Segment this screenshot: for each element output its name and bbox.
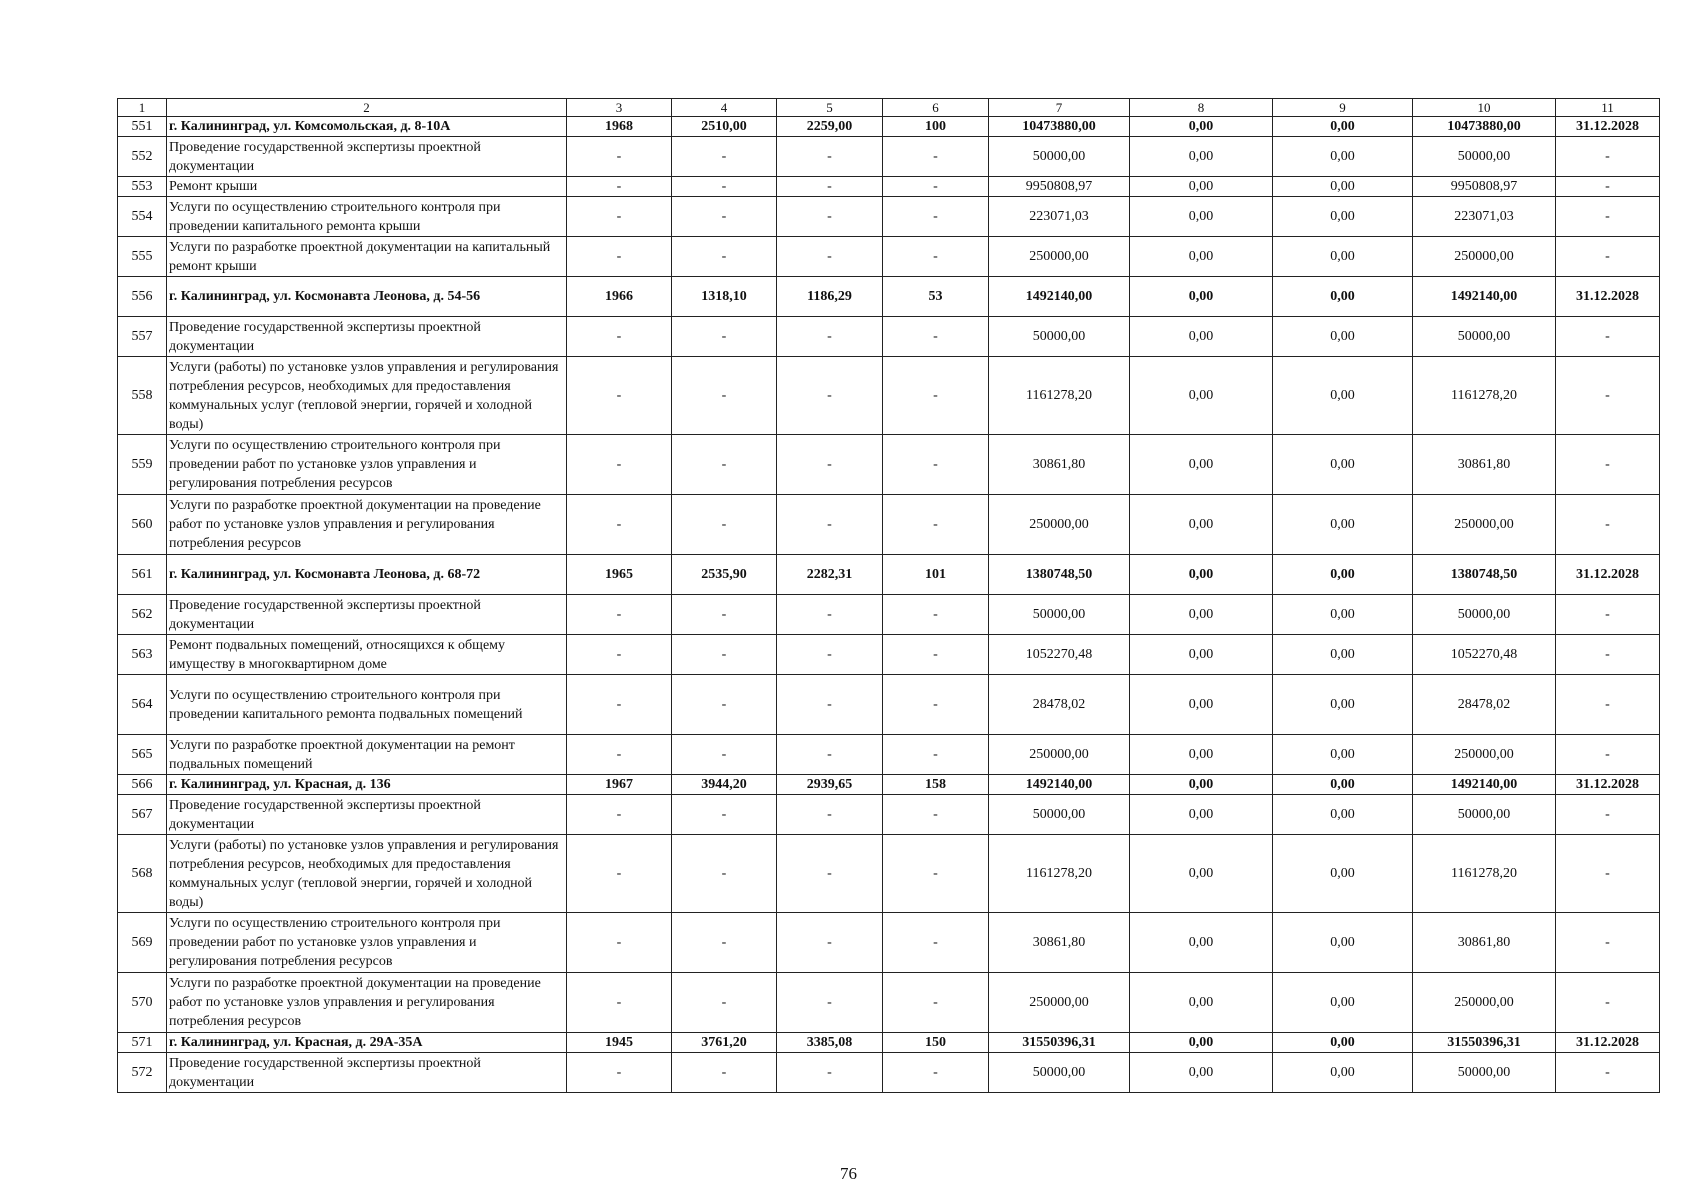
residents-count-cell: -	[883, 913, 989, 973]
budget-cost-cell: 0,00	[1273, 1033, 1413, 1053]
row-number-cell: 563	[118, 635, 167, 675]
total-cost-cell: 1161278,20	[989, 835, 1130, 913]
owner-funds-cost-cell: 1380748,50	[1413, 555, 1556, 595]
residential-area-cell: 3385,08	[777, 1033, 883, 1053]
work-row	[118, 357, 1660, 435]
work-row	[118, 595, 1660, 635]
total-area-cell: -	[672, 635, 777, 675]
residents-count-cell: -	[883, 595, 989, 635]
row-number-cell: 553	[118, 177, 167, 197]
object-name-cell: Услуги по разработке проектной документации на капитальный ремонт крыши	[167, 237, 567, 277]
object-name-cell: Ремонт подвальных помещений, относящихся к общему имуществу в многоквартирном доме	[167, 635, 567, 675]
object-name-cell: Услуги (работы) по установке узлов управления и регулирования потребления ресурсов, необходимых для предоставления коммунальных услуг (тепловой энергии, горячей и холодной воды)	[167, 835, 567, 913]
total-cost-cell: 1492140,00	[989, 277, 1130, 317]
year-built-cell: -	[567, 357, 672, 435]
row-number-cell: 572	[118, 1053, 167, 1093]
residential-area-cell: -	[777, 197, 883, 237]
column-number: 7	[989, 99, 1130, 117]
object-name-cell: Проведение государственной экспертизы проектной документации	[167, 1053, 567, 1093]
budget-cost-cell: 0,00	[1273, 775, 1413, 795]
fund-cost-cell: 0,00	[1130, 775, 1273, 795]
budget-cost-cell: 0,00	[1273, 973, 1413, 1033]
total-cost-cell: 223071,03	[989, 197, 1130, 237]
owner-funds-cost-cell: 31550396,31	[1413, 1033, 1556, 1053]
residents-count-cell: -	[883, 357, 989, 435]
year-built-cell: -	[567, 595, 672, 635]
total-cost-cell: 50000,00	[989, 1053, 1130, 1093]
residents-count-cell: 101	[883, 555, 989, 595]
total-cost-cell: 50000,00	[989, 317, 1130, 357]
row-number-cell: 566	[118, 775, 167, 795]
fund-cost-cell: 0,00	[1130, 835, 1273, 913]
total-cost-cell: 250000,00	[989, 973, 1130, 1033]
owner-funds-cost-cell: 30861,80	[1413, 913, 1556, 973]
fund-cost-cell: 0,00	[1130, 913, 1273, 973]
residents-count-cell: 53	[883, 277, 989, 317]
residential-area-cell: -	[777, 795, 883, 835]
owner-funds-cost-cell: 30861,80	[1413, 435, 1556, 495]
residential-area-cell: -	[777, 635, 883, 675]
fund-cost-cell: 0,00	[1130, 137, 1273, 177]
residential-area-cell: -	[777, 357, 883, 435]
total-area-cell: -	[672, 675, 777, 735]
object-name-cell: Услуги по осуществлению строительного контроля при проведении работ по установке узлов управления и регулирования потребления ресурсов	[167, 435, 567, 495]
fund-cost-cell: 0,00	[1130, 973, 1273, 1033]
row-number-cell: 571	[118, 1033, 167, 1053]
fund-cost-cell: 0,00	[1130, 1053, 1273, 1093]
completion-date-cell: -	[1556, 237, 1660, 277]
total-cost-cell: 30861,80	[989, 435, 1130, 495]
year-built-cell: 1966	[567, 277, 672, 317]
budget-cost-cell: 0,00	[1273, 177, 1413, 197]
work-row	[118, 237, 1660, 277]
total-cost-cell: 1161278,20	[989, 357, 1130, 435]
object-name-cell: г. Калининград, ул. Красная, д. 29А-35А	[167, 1033, 567, 1053]
budget-cost-cell: 0,00	[1273, 1053, 1413, 1093]
residential-area-cell: 2259,00	[777, 117, 883, 137]
owner-funds-cost-cell: 9950808,97	[1413, 177, 1556, 197]
total-area-cell: 1318,10	[672, 277, 777, 317]
total-area-cell: -	[672, 357, 777, 435]
row-number-cell: 551	[118, 117, 167, 137]
year-built-cell: -	[567, 435, 672, 495]
residential-area-cell: -	[777, 913, 883, 973]
owner-funds-cost-cell: 28478,02	[1413, 675, 1556, 735]
budget-cost-cell: 0,00	[1273, 913, 1413, 973]
budget-cost-cell: 0,00	[1273, 555, 1413, 595]
work-row	[118, 317, 1660, 357]
residential-area-cell: -	[777, 495, 883, 555]
object-name-cell: Услуги (работы) по установке узлов управления и регулирования потребления ресурсов, необходимых для предоставления коммунальных услуг (тепловой энергии, горячей и холодной воды)	[167, 357, 567, 435]
year-built-cell: -	[567, 1053, 672, 1093]
fund-cost-cell: 0,00	[1130, 357, 1273, 435]
row-number-cell: 555	[118, 237, 167, 277]
row-number-cell: 558	[118, 357, 167, 435]
completion-date-cell: -	[1556, 795, 1660, 835]
owner-funds-cost-cell: 10473880,00	[1413, 117, 1556, 137]
fund-cost-cell: 0,00	[1130, 277, 1273, 317]
budget-cost-cell: 0,00	[1273, 795, 1413, 835]
completion-date-cell: -	[1556, 913, 1660, 973]
fund-cost-cell: 0,00	[1130, 555, 1273, 595]
total-cost-cell: 250000,00	[989, 237, 1130, 277]
total-cost-cell: 31550396,31	[989, 1033, 1130, 1053]
object-name-cell: Услуги по разработке проектной документации на проведение работ по установке узлов управления и регулирования потребления ресурсов	[167, 495, 567, 555]
completion-date-cell: -	[1556, 973, 1660, 1033]
object-name-cell: г. Калининград, ул. Красная, д. 136	[167, 775, 567, 795]
total-cost-cell: 1492140,00	[989, 775, 1130, 795]
year-built-cell: -	[567, 795, 672, 835]
owner-funds-cost-cell: 1492140,00	[1413, 277, 1556, 317]
total-cost-cell: 250000,00	[989, 495, 1130, 555]
work-row	[118, 835, 1660, 913]
residents-count-cell: -	[883, 795, 989, 835]
budget-cost-cell: 0,00	[1273, 277, 1413, 317]
row-number-cell: 568	[118, 835, 167, 913]
column-number: 11	[1556, 99, 1660, 117]
total-area-cell: 3944,20	[672, 775, 777, 795]
owner-funds-cost-cell: 1492140,00	[1413, 775, 1556, 795]
year-built-cell: -	[567, 735, 672, 775]
column-number: 6	[883, 99, 989, 117]
column-number: 10	[1413, 99, 1556, 117]
completion-date-cell: -	[1556, 197, 1660, 237]
total-cost-cell: 50000,00	[989, 137, 1130, 177]
residential-area-cell: 2939,65	[777, 775, 883, 795]
residential-area-cell: -	[777, 595, 883, 635]
owner-funds-cost-cell: 50000,00	[1413, 1053, 1556, 1093]
budget-cost-cell: 0,00	[1273, 237, 1413, 277]
residential-area-cell: -	[777, 435, 883, 495]
year-built-cell: -	[567, 913, 672, 973]
year-built-cell: 1945	[567, 1033, 672, 1053]
fund-cost-cell: 0,00	[1130, 177, 1273, 197]
work-row	[118, 177, 1660, 197]
row-number-cell: 559	[118, 435, 167, 495]
total-area-cell: -	[672, 795, 777, 835]
completion-date-cell: -	[1556, 735, 1660, 775]
object-name-cell: г. Калининград, ул. Комсомольская, д. 8-10А	[167, 117, 567, 137]
budget-cost-cell: 0,00	[1273, 137, 1413, 177]
object-name-cell: Проведение государственной экспертизы проектной документации	[167, 795, 567, 835]
work-row	[118, 495, 1660, 555]
owner-funds-cost-cell: 50000,00	[1413, 137, 1556, 177]
total-area-cell: 3761,20	[672, 1033, 777, 1053]
residents-count-cell: 150	[883, 1033, 989, 1053]
owner-funds-cost-cell: 250000,00	[1413, 973, 1556, 1033]
total-area-cell: -	[672, 735, 777, 775]
budget-cost-cell: 0,00	[1273, 595, 1413, 635]
row-number-cell: 554	[118, 197, 167, 237]
year-built-cell: -	[567, 835, 672, 913]
budget-cost-cell: 0,00	[1273, 495, 1413, 555]
object-name-cell: Услуги по осуществлению строительного контроля при проведении работ по установке узлов управления и регулирования потребления ресурсов	[167, 913, 567, 973]
fund-cost-cell: 0,00	[1130, 197, 1273, 237]
works-table	[117, 98, 1660, 1093]
row-number-cell: 570	[118, 973, 167, 1033]
total-area-cell: -	[672, 973, 777, 1033]
total-cost-cell: 10473880,00	[989, 117, 1130, 137]
budget-cost-cell: 0,00	[1273, 317, 1413, 357]
fund-cost-cell: 0,00	[1130, 635, 1273, 675]
column-number: 2	[167, 99, 567, 117]
residents-count-cell: -	[883, 735, 989, 775]
total-cost-cell: 50000,00	[989, 595, 1130, 635]
completion-date-cell: -	[1556, 595, 1660, 635]
row-number-cell: 557	[118, 317, 167, 357]
total-area-cell: -	[672, 913, 777, 973]
completion-date-cell: 31.12.2028	[1556, 775, 1660, 795]
year-built-cell: -	[567, 237, 672, 277]
object-name-cell: Услуги по разработке проектной документации на ремонт подвальных помещений	[167, 735, 567, 775]
total-area-cell: -	[672, 495, 777, 555]
year-built-cell: 1965	[567, 555, 672, 595]
total-area-cell: -	[672, 317, 777, 357]
fund-cost-cell: 0,00	[1130, 495, 1273, 555]
object-name-cell: Ремонт крыши	[167, 177, 567, 197]
total-cost-cell: 250000,00	[989, 735, 1130, 775]
column-number: 3	[567, 99, 672, 117]
building-row	[118, 1033, 1660, 1053]
budget-cost-cell: 0,00	[1273, 197, 1413, 237]
year-built-cell: -	[567, 635, 672, 675]
completion-date-cell: 31.12.2028	[1556, 117, 1660, 137]
residential-area-cell: -	[777, 735, 883, 775]
total-cost-cell: 1380748,50	[989, 555, 1130, 595]
owner-funds-cost-cell: 250000,00	[1413, 495, 1556, 555]
residents-count-cell: -	[883, 137, 989, 177]
year-built-cell: -	[567, 177, 672, 197]
residents-count-cell: 158	[883, 775, 989, 795]
total-area-cell: -	[672, 137, 777, 177]
fund-cost-cell: 0,00	[1130, 317, 1273, 357]
budget-cost-cell: 0,00	[1273, 435, 1413, 495]
total-area-cell: 2535,90	[672, 555, 777, 595]
column-number: 4	[672, 99, 777, 117]
object-name-cell: г. Калининград, ул. Космонавта Леонова, д. 54-56	[167, 277, 567, 317]
total-area-cell: 2510,00	[672, 117, 777, 137]
budget-cost-cell: 0,00	[1273, 675, 1413, 735]
completion-date-cell: 31.12.2028	[1556, 277, 1660, 317]
row-number-cell: 562	[118, 595, 167, 635]
year-built-cell: -	[567, 495, 672, 555]
building-row	[118, 775, 1660, 795]
completion-date-cell: -	[1556, 357, 1660, 435]
work-row	[118, 435, 1660, 495]
owner-funds-cost-cell: 223071,03	[1413, 197, 1556, 237]
object-name-cell: Проведение государственной экспертизы проектной документации	[167, 137, 567, 177]
row-number-cell: 561	[118, 555, 167, 595]
work-row	[118, 197, 1660, 237]
completion-date-cell: -	[1556, 835, 1660, 913]
residents-count-cell: -	[883, 317, 989, 357]
residential-area-cell: -	[777, 973, 883, 1033]
residents-count-cell: -	[883, 177, 989, 197]
completion-date-cell: -	[1556, 495, 1660, 555]
residents-count-cell: -	[883, 635, 989, 675]
year-built-cell: -	[567, 317, 672, 357]
year-built-cell: 1967	[567, 775, 672, 795]
object-name-cell: г. Калининград, ул. Космонавта Леонова, д. 68-72	[167, 555, 567, 595]
table-body	[118, 99, 1660, 1093]
budget-cost-cell: 0,00	[1273, 357, 1413, 435]
fund-cost-cell: 0,00	[1130, 237, 1273, 277]
completion-date-cell: -	[1556, 317, 1660, 357]
fund-cost-cell: 0,00	[1130, 435, 1273, 495]
residents-count-cell: -	[883, 973, 989, 1033]
column-number-row	[118, 99, 1660, 117]
owner-funds-cost-cell: 1161278,20	[1413, 357, 1556, 435]
work-row	[118, 735, 1660, 775]
object-name-cell: Услуги по разработке проектной документации на проведение работ по установке узлов управления и регулирования потребления ресурсов	[167, 973, 567, 1033]
total-area-cell: -	[672, 177, 777, 197]
fund-cost-cell: 0,00	[1130, 1033, 1273, 1053]
residents-count-cell: -	[883, 1053, 989, 1093]
budget-cost-cell: 0,00	[1273, 735, 1413, 775]
completion-date-cell: -	[1556, 675, 1660, 735]
budget-cost-cell: 0,00	[1273, 835, 1413, 913]
work-row	[118, 635, 1660, 675]
total-area-cell: -	[672, 435, 777, 495]
completion-date-cell: -	[1556, 1053, 1660, 1093]
row-number-cell: 560	[118, 495, 167, 555]
work-row	[118, 1053, 1660, 1093]
residents-count-cell: -	[883, 237, 989, 277]
work-row	[118, 675, 1660, 735]
residents-count-cell: 100	[883, 117, 989, 137]
completion-date-cell: 31.12.2028	[1556, 555, 1660, 595]
total-area-cell: -	[672, 1053, 777, 1093]
owner-funds-cost-cell: 50000,00	[1413, 317, 1556, 357]
fund-cost-cell: 0,00	[1130, 117, 1273, 137]
work-row	[118, 973, 1660, 1033]
object-name-cell: Услуги по осуществлению строительного контроля при проведении капитального ремонта подвальных помещений	[167, 675, 567, 735]
row-number-cell: 564	[118, 675, 167, 735]
column-number: 8	[1130, 99, 1273, 117]
owner-funds-cost-cell: 1161278,20	[1413, 835, 1556, 913]
residential-area-cell: -	[777, 835, 883, 913]
work-row	[118, 795, 1660, 835]
total-cost-cell: 50000,00	[989, 795, 1130, 835]
owner-funds-cost-cell: 250000,00	[1413, 237, 1556, 277]
residents-count-cell: -	[883, 435, 989, 495]
residential-area-cell: -	[777, 1053, 883, 1093]
residential-area-cell: -	[777, 675, 883, 735]
residential-area-cell: 2282,31	[777, 555, 883, 595]
budget-cost-cell: 0,00	[1273, 635, 1413, 675]
completion-date-cell: -	[1556, 137, 1660, 177]
completion-date-cell: -	[1556, 435, 1660, 495]
total-cost-cell: 28478,02	[989, 675, 1130, 735]
total-area-cell: -	[672, 595, 777, 635]
row-number-cell: 556	[118, 277, 167, 317]
row-number-cell: 552	[118, 137, 167, 177]
column-number: 5	[777, 99, 883, 117]
budget-cost-cell: 0,00	[1273, 117, 1413, 137]
year-built-cell: -	[567, 197, 672, 237]
owner-funds-cost-cell: 50000,00	[1413, 595, 1556, 635]
object-name-cell: Проведение государственной экспертизы проектной документации	[167, 317, 567, 357]
total-cost-cell: 30861,80	[989, 913, 1130, 973]
residential-area-cell: 1186,29	[777, 277, 883, 317]
work-row	[118, 137, 1660, 177]
page-number: 76	[840, 1164, 857, 1183]
residents-count-cell: -	[883, 835, 989, 913]
fund-cost-cell: 0,00	[1130, 735, 1273, 775]
fund-cost-cell: 0,00	[1130, 595, 1273, 635]
work-row	[118, 913, 1660, 973]
building-row	[118, 555, 1660, 595]
residential-area-cell: -	[777, 317, 883, 357]
fund-cost-cell: 0,00	[1130, 795, 1273, 835]
total-cost-cell: 1052270,48	[989, 635, 1130, 675]
total-area-cell: -	[672, 835, 777, 913]
completion-date-cell: -	[1556, 177, 1660, 197]
fund-cost-cell: 0,00	[1130, 675, 1273, 735]
total-cost-cell: 9950808,97	[989, 177, 1130, 197]
residents-count-cell: -	[883, 675, 989, 735]
row-number-cell: 569	[118, 913, 167, 973]
column-number: 1	[118, 99, 167, 117]
total-area-cell: -	[672, 197, 777, 237]
owner-funds-cost-cell: 50000,00	[1413, 795, 1556, 835]
year-built-cell: -	[567, 675, 672, 735]
year-built-cell: -	[567, 973, 672, 1033]
column-number: 9	[1273, 99, 1413, 117]
building-row	[118, 277, 1660, 317]
completion-date-cell: -	[1556, 635, 1660, 675]
owner-funds-cost-cell: 1052270,48	[1413, 635, 1556, 675]
row-number-cell: 565	[118, 735, 167, 775]
residents-count-cell: -	[883, 197, 989, 237]
residential-area-cell: -	[777, 137, 883, 177]
completion-date-cell: 31.12.2028	[1556, 1033, 1660, 1053]
owner-funds-cost-cell: 250000,00	[1413, 735, 1556, 775]
object-name-cell: Услуги по осуществлению строительного контроля при проведении капитального ремонта крыши	[167, 197, 567, 237]
year-built-cell: 1968	[567, 117, 672, 137]
residents-count-cell: -	[883, 495, 989, 555]
residential-area-cell: -	[777, 237, 883, 277]
building-row	[118, 117, 1660, 137]
year-built-cell: -	[567, 137, 672, 177]
row-number-cell: 567	[118, 795, 167, 835]
object-name-cell: Проведение государственной экспертизы проектной документации	[167, 595, 567, 635]
total-area-cell: -	[672, 237, 777, 277]
residential-area-cell: -	[777, 177, 883, 197]
